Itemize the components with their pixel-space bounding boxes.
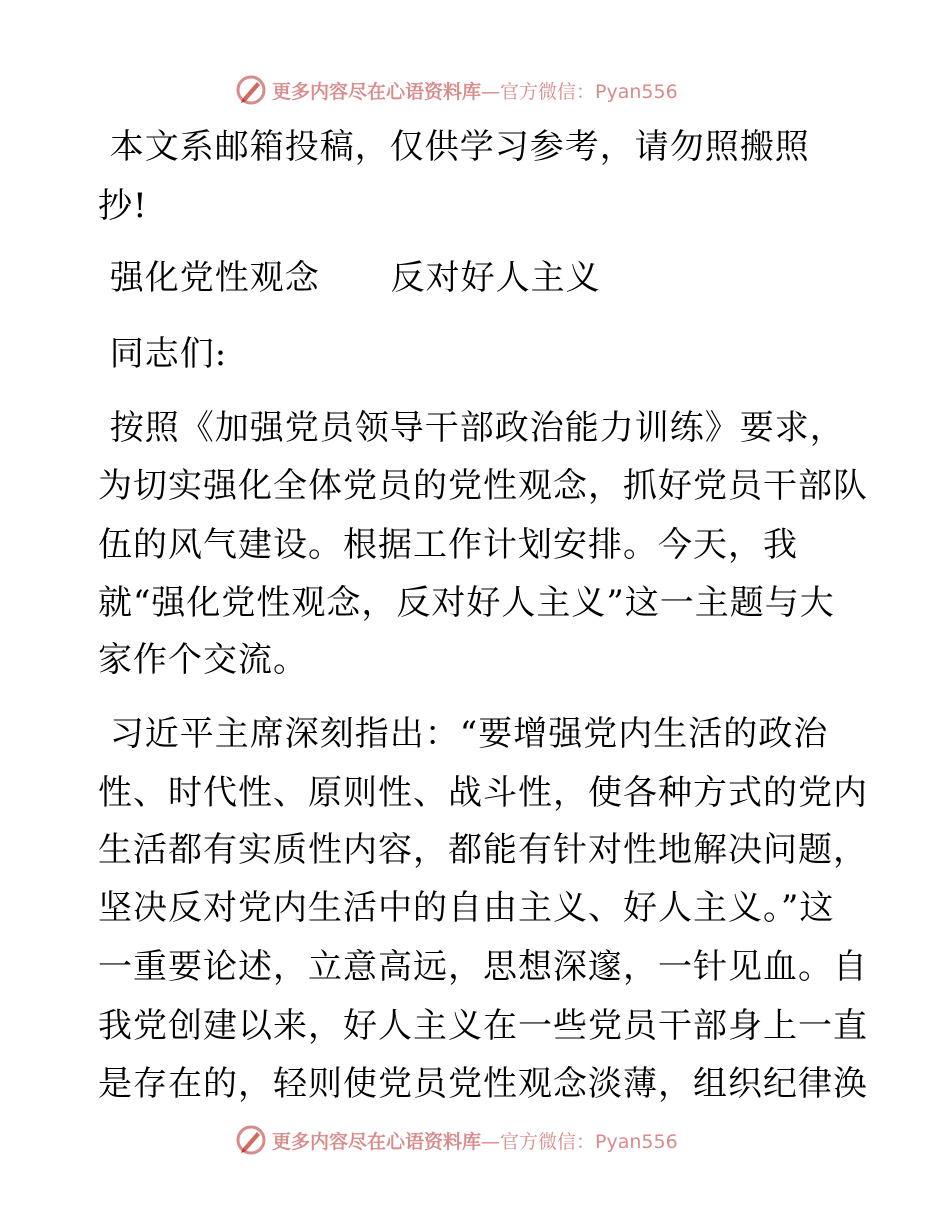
text-line: 家作个交流。 bbox=[98, 640, 308, 680]
text-line: 伍的风气建设。根据工作计划安排。今天，我 bbox=[98, 525, 798, 565]
footer-watermark bbox=[234, 1123, 678, 1157]
text-line: 我党创建以来，好人主义在一些党员干部身上一直 bbox=[98, 1006, 868, 1046]
text-line: 是存在的，轻则使党员党性观念淡薄，组织纪律涣 bbox=[98, 1064, 868, 1104]
document-title: 强化党性观念 反对好人主义 bbox=[98, 258, 601, 298]
watermark-main-text: 更多内容尽在心语资料库 bbox=[272, 80, 482, 103]
header-watermark bbox=[234, 73, 678, 107]
text-line: 按照《加强党员领导干部政治能力训练》要求， bbox=[98, 408, 845, 448]
watermark-sub-text: —官方微信：Pyan556 bbox=[481, 1130, 678, 1153]
pen-logo-icon bbox=[234, 73, 268, 107]
text-line: 生活都有实质性内容，都能有针对性地解决问题， bbox=[98, 830, 868, 870]
text-line: 习近平主席深刻指出：“要增强党内生活的政治 bbox=[98, 714, 829, 754]
text-line: 性、时代性、原则性、战斗性，使各种方式的党内 bbox=[98, 773, 868, 813]
text-line: 为切实强化全体党员的党性观念，抓好党员干部队 bbox=[98, 466, 868, 506]
text-line: 就“强化党性观念，反对好人主义”这一主题与大 bbox=[98, 583, 835, 623]
text-line: 抄! bbox=[98, 186, 148, 226]
watermark-sub-text: —官方微信：Pyan556 bbox=[481, 80, 678, 103]
pen-logo-icon bbox=[234, 1123, 268, 1157]
salutation: 同志们: bbox=[98, 334, 228, 374]
text-line: 坚决反对党内生活中的自由主义、好人主义。”这 bbox=[98, 888, 835, 928]
watermark-main-text: 更多内容尽在心语资料库 bbox=[272, 1130, 482, 1153]
text-line: 本文系邮箱投稿，仅供学习参考，请勿照搬照 bbox=[98, 127, 810, 167]
text-line: 一重要论述，立意高远，思想深邃，一针见血。自 bbox=[98, 947, 868, 987]
